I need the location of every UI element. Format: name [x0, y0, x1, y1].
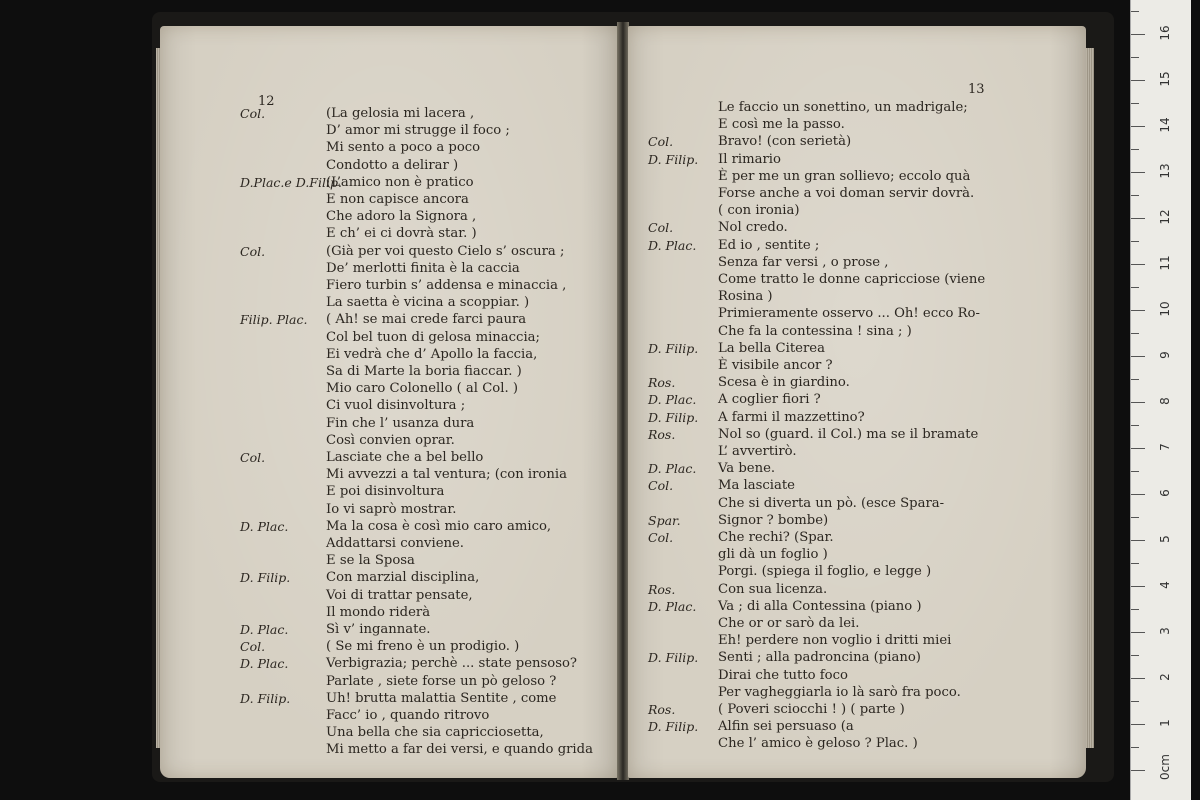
ruler-tick: [1131, 241, 1139, 242]
verse-line: Così convien oprar.: [326, 432, 455, 448]
verse-line: Una bella che sia capricciosetta,: [326, 725, 544, 741]
speaker-label: Spar.: [648, 512, 681, 528]
ruler-tick: [1131, 655, 1139, 656]
verse-line: Che adoro la Signora ,: [326, 209, 477, 225]
verse-line: (Già per voi questo Cielo s’ oscura ;: [326, 243, 565, 259]
ruler-tick: [1131, 264, 1145, 265]
ruler-tick: [1131, 80, 1145, 81]
verse-line: gli dà un foglio ): [718, 547, 828, 563]
ruler-tick: [1131, 103, 1139, 104]
ruler-number: 10: [1158, 301, 1172, 317]
speaker-label: D. Plac.: [648, 237, 697, 253]
verse-line: Che si diverta un pò. (esce Spara-: [718, 495, 945, 511]
verse-line: E ch’ ei ci dovrà star. ): [326, 226, 477, 242]
speaker-label: D. Filip.: [240, 690, 291, 706]
verse-line: Fiero turbin s’ addensa e minaccia ,: [326, 278, 567, 293]
speaker-label: Ros.: [648, 581, 676, 597]
speaker-label: Col.: [648, 220, 674, 236]
ruler-tick: [1131, 425, 1139, 426]
ruler-tick: [1131, 126, 1145, 127]
ruler-tick: [1131, 701, 1139, 702]
verse-line: Io vi saprò mostrar.: [326, 501, 457, 517]
verse-line: L’ avvertirò.: [718, 444, 797, 459]
verse-line: Ei vedrà che d’ Apollo la faccia,: [326, 346, 538, 362]
ruler-tick: [1131, 11, 1139, 12]
verse-line: E se la Sposa: [326, 553, 415, 569]
verse-line: A farmi il mazzettino?: [718, 409, 865, 425]
verse-line: Addattarsi conviene.: [326, 536, 464, 551]
verse-line: De’ merlotti finita è la caccia: [326, 260, 520, 276]
verse-line: Nol credo.: [718, 220, 788, 236]
ruler-tick: [1131, 724, 1145, 725]
verse-line: (L’amico non è pratico: [326, 174, 474, 190]
verse-line: ( Poveri sciocchi ! ) ( parte ): [718, 702, 905, 717]
verse-line: Verbigrazia; perchè ... state pensoso?: [326, 656, 577, 672]
verse-line: Ma lasciate: [718, 478, 795, 494]
ruler-number: 4: [1158, 581, 1172, 589]
verse-line: Bravo! (con serietà): [718, 134, 852, 150]
verse-line: Con marzial disciplina,: [326, 570, 480, 586]
verse-line: È visibile ancor ?: [718, 358, 833, 373]
verse-line: ( con ironia): [718, 203, 800, 219]
verse-line: E poi disinvoltura: [326, 484, 445, 500]
speaker-label: Ros.: [648, 702, 676, 717]
ruler-number: 14: [1158, 117, 1172, 133]
verse-line: Ci vuol disinvoltura ;: [326, 398, 466, 414]
verse-line: Con sua licenza.: [718, 581, 828, 597]
ruler-tick: [1131, 517, 1139, 518]
verse-line: Il rimario: [718, 151, 781, 167]
ruler-number: 15: [1158, 71, 1172, 87]
ruler-tick: [1131, 402, 1145, 403]
ruler-tick: [1131, 540, 1145, 541]
ruler-tick: [1131, 563, 1139, 564]
ruler-tick: [1131, 195, 1139, 196]
verse-line: Facc’ io , quando ritrovo: [326, 708, 490, 723]
verse-line: Per vagheggiarla io là sarò fra poco.: [718, 684, 961, 700]
verse-line: Che rechi? (Spar.: [718, 530, 834, 545]
speaker-label: D. Filip.: [648, 719, 699, 735]
verse-line: Dirai che tutto foco: [718, 667, 848, 683]
verse-line: Porgi. (spiega il foglio, e legge ): [718, 564, 932, 580]
ruler-tick: [1131, 632, 1145, 633]
ruler-tick: [1131, 747, 1139, 748]
speaker-label: D. Plac.: [240, 518, 289, 534]
speaker-label: Col.: [648, 478, 674, 494]
ruler-number: 7: [1158, 443, 1172, 451]
ruler-tick: [1131, 586, 1145, 587]
verse-line: Che fa la contessina ! sina ; ): [718, 323, 912, 339]
speaker-label: Col.: [648, 134, 674, 150]
ruler-number: 1: [1158, 719, 1172, 727]
speaker-label: Filip. Plac.: [240, 312, 308, 328]
verse-line: Mi metto a far dei versi, e quando grida: [326, 742, 593, 758]
ruler-tick: [1131, 494, 1145, 495]
verse-line: Mi avvezzi a tal ventura; (con ironia: [326, 467, 567, 483]
speaker-label: Col.: [648, 530, 674, 545]
speaker-label: Ros.: [648, 375, 676, 391]
verse-line: E non capisce ancora: [326, 192, 469, 207]
ruler-tick: [1131, 287, 1139, 288]
verse-line: Senza far versi , o prose ,: [718, 254, 889, 270]
verse-line: Alfin sei persuaso (a: [718, 719, 854, 735]
verse-line: Che or or sarò da lei.: [718, 616, 860, 631]
verse-line: (La gelosia mi lacera ,: [326, 106, 475, 121]
verse-line: Col bel tuon di gelosa minaccia;: [326, 329, 540, 345]
page-number: 12: [258, 94, 275, 109]
ruler-tick: [1131, 57, 1139, 58]
ruler-tick: [1131, 379, 1139, 380]
verse-line: Signor ? bombe): [718, 512, 829, 528]
verse-line: Va bene.: [718, 461, 776, 477]
ruler-number: 16: [1158, 25, 1172, 41]
ruler-tick: [1131, 770, 1145, 771]
verse-line: Va ; di alla Contessina (piano ): [718, 598, 922, 614]
ruler-tick: [1131, 34, 1145, 35]
verse-line: Mi sento a poco a poco: [326, 140, 481, 156]
verse-line: Mio caro Colonello ( al Col. ): [326, 381, 518, 397]
measurement-ruler: [1130, 0, 1191, 800]
verse-line: D’ amor mi strugge il foco ;: [326, 123, 510, 139]
verse-line: E così me la passo.: [718, 117, 845, 133]
speaker-label: D. Plac.: [648, 598, 697, 614]
verse-line: Forse anche a voi doman servir dovrà.: [718, 186, 975, 201]
ruler-number: 9: [1158, 351, 1172, 359]
speaker-label: D. Filip.: [240, 570, 291, 586]
speaker-label: D. Plac.: [648, 392, 697, 408]
ruler-number: 11: [1158, 255, 1172, 271]
speaker-label: D. Filip.: [648, 340, 699, 356]
ruler-unit-label: 0cm: [1158, 754, 1172, 780]
ruler-tick: [1131, 333, 1139, 334]
speaker-label: Ros.: [648, 426, 676, 442]
verse-line: Sa di Marte la boria fiaccar. ): [326, 364, 522, 379]
verse-line: ( Ah! se mai crede farci paura: [326, 312, 527, 328]
verse-line: Ed io , sentite ;: [718, 237, 820, 253]
right-page: [628, 26, 1086, 778]
speaker-label: Col.: [240, 450, 266, 465]
speaker-label: D. Plac.: [648, 461, 697, 477]
verse-line: Voi di trattar pensate,: [326, 587, 473, 603]
ruler-tick: [1131, 678, 1145, 679]
page-number: 13: [968, 82, 985, 97]
speaker-label: D. Filip.: [648, 151, 699, 167]
verse-line: Nol so (guard. il Col.) ma se il bramate: [718, 426, 979, 442]
verse-line: Il mondo riderà: [326, 604, 431, 620]
verse-line: Scesa è in giardino.: [718, 375, 850, 391]
ruler-tick: [1131, 471, 1139, 472]
ruler-tick: [1131, 310, 1145, 311]
verse-line: Rosina ): [718, 289, 773, 305]
ruler-tick: [1131, 149, 1139, 150]
verse-line: Come tratto le donne capricciose (viene: [718, 272, 986, 287]
speaker-label: Col.: [240, 106, 266, 121]
verse-line: ( Se mi freno è un prodigio. ): [326, 639, 520, 655]
verse-line: La bella Citerea: [718, 340, 825, 356]
verse-line: Fin che l’ usanza dura: [326, 415, 475, 431]
speaker-label: D. Plac.: [240, 622, 289, 637]
verse-line: Sì v’ ingannate.: [326, 622, 431, 637]
verse-line: A coglier fiori ?: [718, 392, 821, 408]
ruler-tick: [1131, 356, 1145, 357]
ruler-number: 6: [1158, 489, 1172, 497]
verse-line: Le faccio un sonettino, un madrigale;: [718, 100, 968, 115]
ruler-number: 3: [1158, 627, 1172, 635]
speaker-label: Col.: [240, 243, 266, 259]
ruler-number: 12: [1158, 209, 1172, 225]
verse-line: Ma la cosa è così mio caro amico,: [326, 518, 552, 534]
ruler-number: 5: [1158, 535, 1172, 543]
verse-line: Condotto a delirar ): [326, 157, 459, 173]
verse-line: Lasciate che a bel bello: [326, 450, 484, 465]
speaker-label: D. Filip.: [648, 409, 699, 425]
ruler-tick: [1131, 609, 1139, 610]
verse-line: Eh! perdere non voglio i dritti miei: [718, 633, 952, 649]
verse-line: Parlate , siete forse un pò geloso ?: [326, 673, 557, 689]
verse-line: Che l’ amico è geloso ? Plac. ): [718, 736, 918, 752]
verse-line: La saetta è vicina a scoppiar. ): [326, 295, 530, 311]
left-page: [160, 26, 618, 778]
verse-line: Senti ; alla padroncina (piano): [718, 650, 921, 666]
verse-line: Uh! brutta malattia Sentite , come: [326, 690, 557, 706]
speaker-label: D.Plac.e D.Filip.: [240, 174, 342, 190]
ruler-tick: [1131, 218, 1145, 219]
ruler-tick: [1131, 448, 1145, 449]
verse-line: Primieramente osservo ... Oh! ecco Ro-: [718, 306, 980, 322]
ruler-number: 8: [1158, 397, 1172, 405]
speaker-label: Col.: [240, 639, 266, 655]
ruler-tick: [1131, 172, 1145, 173]
speaker-label: D. Filip.: [648, 650, 699, 666]
speaker-label: D. Plac.: [240, 656, 289, 672]
verse-line: È per me un gran sollievo; eccolo quà: [718, 168, 971, 184]
ruler-number: 13: [1158, 163, 1172, 179]
ruler-number: 2: [1158, 673, 1172, 681]
